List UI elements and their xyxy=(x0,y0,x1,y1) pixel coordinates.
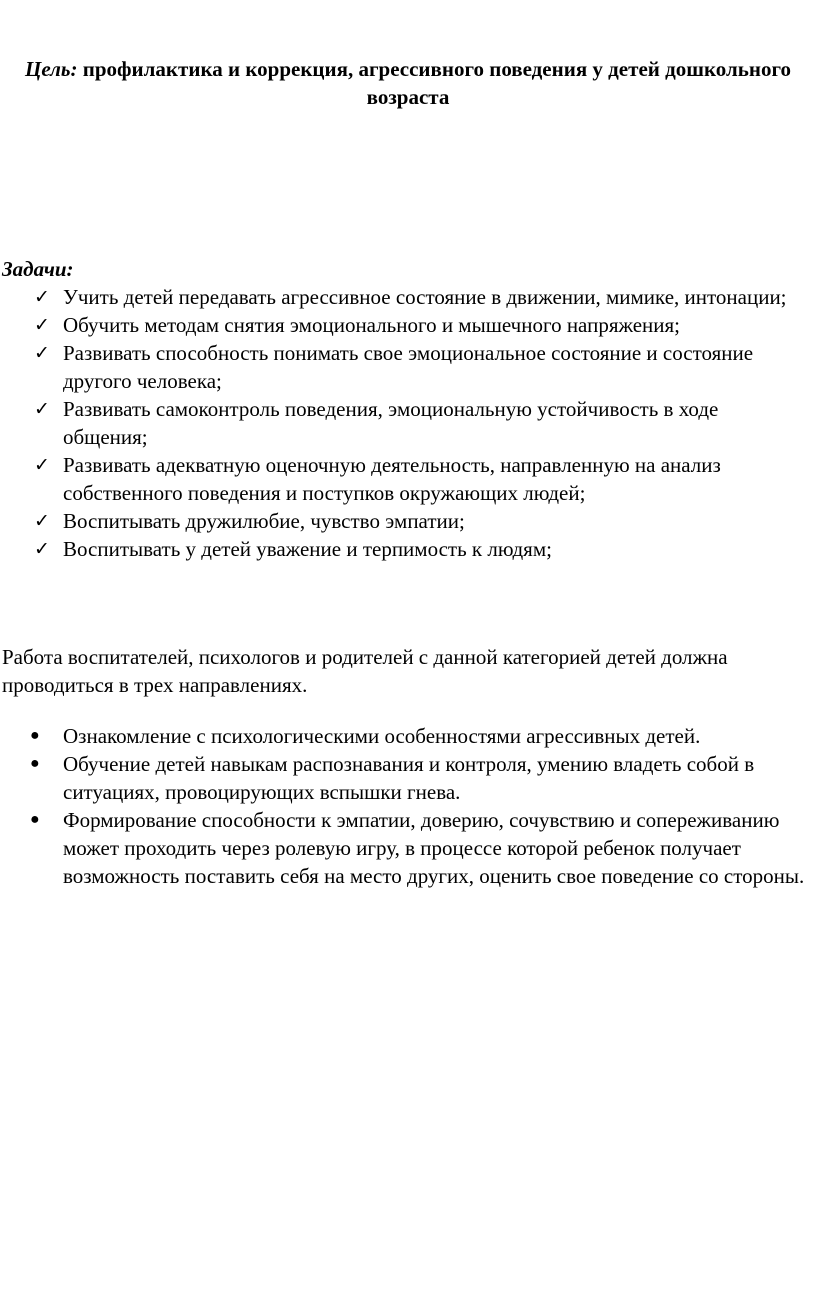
task-item xyxy=(0,283,800,311)
checkmark-icon: ✓ xyxy=(34,314,50,336)
checkmark-icon: ✓ xyxy=(34,538,50,560)
task-text: Развивать самоконтроль поведения, эмоциональную устойчивость в ходе общения; xyxy=(63,397,719,449)
goal-label: Цель: xyxy=(24,57,78,81)
task-item xyxy=(0,339,800,395)
directions-list xyxy=(0,722,810,890)
task-text: Развивать способность понимать свое эмоциональное состояние и состояние другого человека; xyxy=(63,341,754,393)
direction-item xyxy=(0,806,810,890)
direction-item xyxy=(0,750,810,806)
direction-text: Формирование способности к эмпатии, доверию, сочувствию и сопереживанию может проходить через ролевую игру, в процессе которой ребенок получает возможность поставить себя на место других, оценить свое поведение со стороны. xyxy=(63,808,805,888)
tasks-list xyxy=(0,283,800,563)
checkmark-icon: ✓ xyxy=(34,454,50,476)
goal-text: профилактика и коррекция, агрессивного поведения у детей дошкольного возраста xyxy=(77,57,792,109)
direction-item xyxy=(0,722,810,750)
direction-text: Ознакомление с психологическими особенностями агрессивных детей. xyxy=(63,724,701,748)
task-item xyxy=(0,311,800,339)
task-text: Воспитывать у детей уважение и терпимость к людям; xyxy=(63,537,552,561)
direction-text: Обучение детей навыкам распознавания и контроля, умению владеть собой в ситуациях, провоцирующих вспышки гнева. xyxy=(63,752,755,804)
bullet-icon: ● xyxy=(30,727,40,744)
task-text: Обучить методам снятия эмоционального и мышечного напряжения; xyxy=(63,313,681,337)
tasks-heading: Задачи: xyxy=(2,257,74,281)
goal-statement xyxy=(20,55,796,111)
task-text: Воспитывать дружилюбие, чувство эмпатии; xyxy=(63,509,465,533)
task-item xyxy=(0,451,800,507)
task-item xyxy=(0,535,800,563)
task-text: Развивать адекватную оценочную деятельность, направленную на анализ собственного поведения и поступков окружающих людей; xyxy=(63,453,721,505)
work-paragraph: Работа воспитателей, психологов и родителей с данной категорией детей должна проводиться в трех направлениях. xyxy=(2,645,728,697)
checkmark-icon: ✓ xyxy=(34,342,50,364)
bullet-icon: ● xyxy=(30,755,40,772)
task-text: Учить детей передавать агрессивное состояние в движении, мимике, интонации; xyxy=(63,285,787,309)
checkmark-icon: ✓ xyxy=(34,398,50,420)
checkmark-icon: ✓ xyxy=(34,286,50,308)
checkmark-icon: ✓ xyxy=(34,510,50,532)
task-item xyxy=(0,507,800,535)
bullet-icon: ● xyxy=(30,811,40,828)
task-item xyxy=(0,395,800,451)
